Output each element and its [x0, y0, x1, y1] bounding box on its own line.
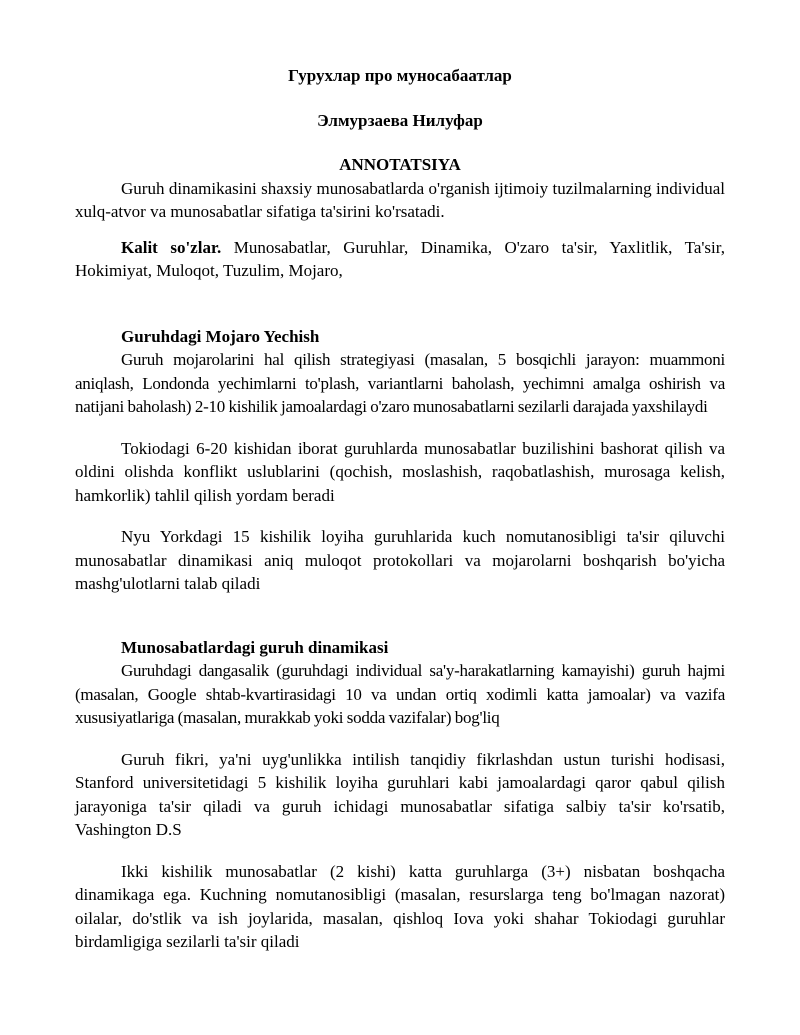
document-page — [75, 64, 725, 954]
annotation-heading: ANNOTATSIYA — [339, 155, 461, 174]
paragraph: Guruh fikri, ya'ni uyg'unlikka intilish tanqidiy fikrlashdan ustun turishi hodisasi, Stanford universitetidagi 5 kishilik loyiha guruhlari kabi jamoalardagi qaror qabul qilish jarayoniga ta'sir qiladi va guruh ichidagi munosabatlar sifatiga salbiy ta'sir ko'rsatib, Vashington D.S — [75, 749, 725, 839]
keywords-list: Munosabatlar, Guruhlar, Dinamika, O'zaro ta'sir, Yaxlitlik, Ta'sir, Hokimiyat, Muloqot, Tuzulim, Mojaro, — [75, 237, 725, 280]
paragraph: Ikki kishilik munosabatlar (2 kishi) katta guruhlarga (3+) nisbatan boshqacha dinamikaga ega. Kuchning nomutanosibligi (masalan, resurslarga teng bo'lmagan nazorat) oilalar, do'stlik va ish joylarida, masalan, qishloq Iova yoki shahar Tokiodagi guruhlar birdamligiga sezilarli ta'sir qiladi — [75, 861, 725, 951]
document-title: Гурухлар про муносабаатлар — [288, 66, 512, 85]
paragraph: Guruhdagi dangasalik (guruhdagi individual sa'y-harakatlarning kamayishi) guruh hajmi (masalan, Google shtab-kvartirasidagi 10 va undan ortiq xodimli katta jamoalar) va vazifa xususiyatlariga (masalan, murakkab yoki sodda vazifalar) bog'liq — [75, 661, 725, 727]
paragraph: Nyu Yorkdagi 15 kishilik loyiha guruhlarida kuch nomutanosibligi ta'sir qiluvchi munosabatlar dinamikasi aniq muloqot protokollari va mojarolarni boshqarish bo'yicha mashg'ulotlarni talab qiladi — [75, 527, 725, 593]
paragraph: Tokiodagi 6-20 kishidan iborat guruhlarda munosabatlar buzilishini bashorat qilish va oldini olishda konflikt uslublarini (qochish, moslashish, raqobatlashish, murosaga kelish, hamkorlik) tahlil qilish yordam beradi — [75, 438, 725, 505]
keywords-paragraph — [75, 236, 725, 283]
keywords-label: Kalit so'zlar. — [121, 237, 222, 257]
author-name: Элмурзаева Нилуфар — [317, 110, 483, 130]
section-heading-group-dynamics: Munosabatlardagi guruh dinamikasi — [121, 637, 389, 657]
paragraph: Guruh mojarolarini hal qilish strategiyasi (masalan, 5 bosqichli jarayon: muammoni aniqlash, Londonda yechimlarni to'plash, variantlarni baholash, yechimni amalga oshirish va natijani baholash) 2-10 kishilik jamoalardagi o'zaro munosabatlarni sezilarli darajada yaxshilaydi — [75, 350, 725, 416]
abstract-paragraph: Guruh dinamikasini shaxsiy munosabatlarda o'rganish ijtimoiy tuzilmalarning individual xulq-atvor va munosabatlar sifatiga ta'sirini ko'rsatadi. — [75, 178, 725, 221]
section-heading-conflict-resolution: Guruhdagi Mojaro Yechish — [121, 326, 320, 346]
